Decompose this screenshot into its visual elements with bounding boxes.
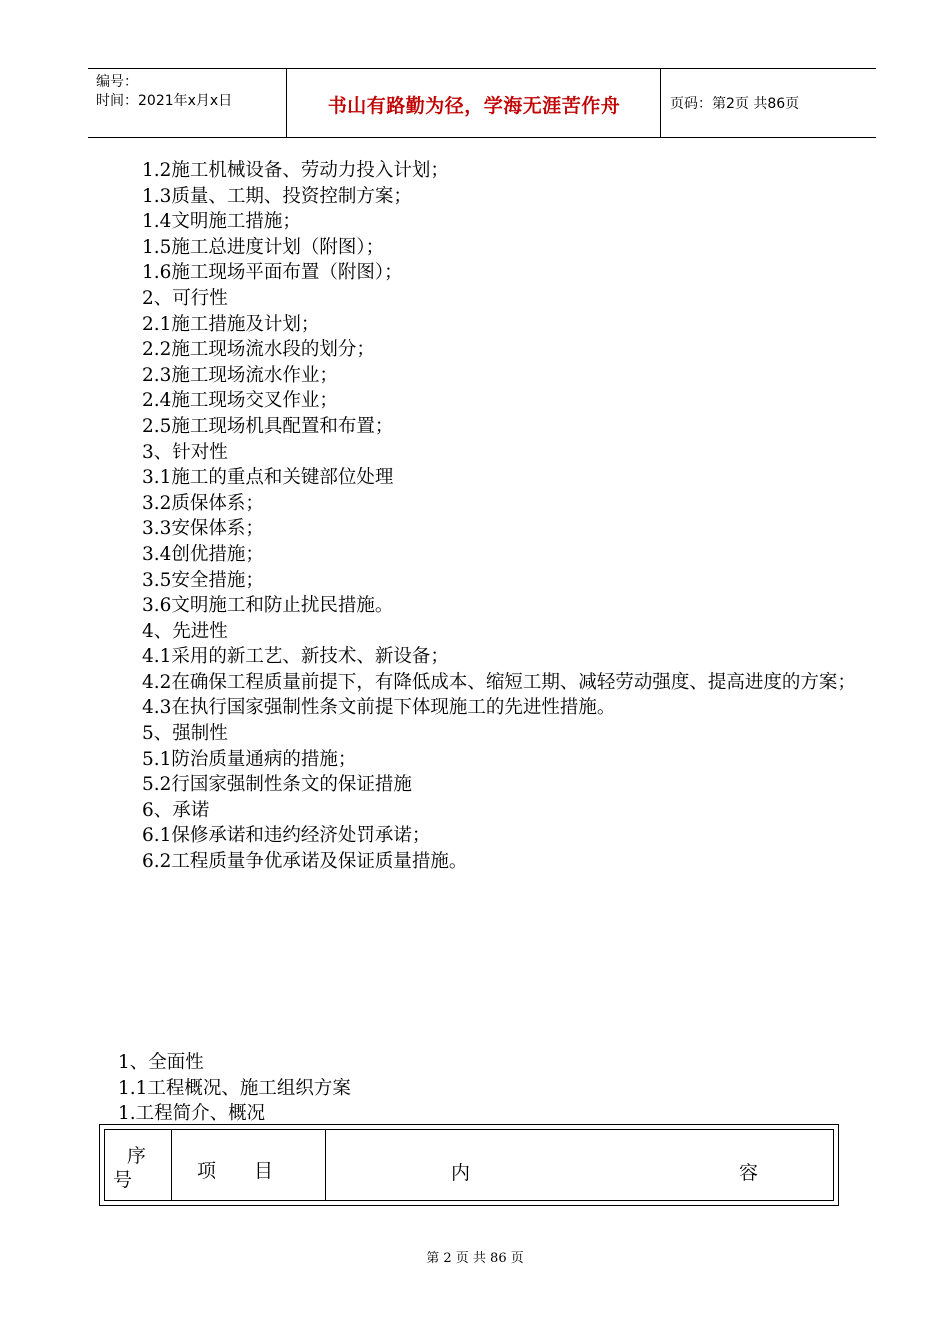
header-index-line1: 序: [127, 1145, 147, 1167]
outline-line: 1.4文明施工措施；: [142, 211, 301, 233]
outline-line: 1.5施工总进度计划（附图）；: [142, 236, 385, 258]
outline-line: 6.2工程质量争优承诺及保证质量措施。: [142, 851, 468, 873]
table-header-content-a: 内: [451, 1162, 471, 1184]
outline-line: 6.1保修承诺和违约经济处罚承诺；: [142, 825, 431, 847]
outline-line: 2.3施工现场流水作业；: [142, 364, 338, 386]
header-divider: [286, 69, 287, 137]
overview-line: 1.工程简介、概况: [118, 1103, 266, 1125]
number-label: 编号：: [96, 74, 138, 90]
outline-line: 5.2行国家强制性条文的保证措施: [142, 774, 412, 796]
outline-line: 4.3在执行国家强制性条文前提下体现施工的先进性措施。: [142, 697, 616, 719]
outline-line: 5、强制性: [142, 723, 228, 745]
header-page-label: 页码：第2页 共86页: [670, 96, 800, 112]
page-footer: 第 2 页 共 86 页: [426, 1251, 524, 1266]
outline-line: 2、可行性: [142, 287, 228, 309]
outline-line: 5.1防治质量通病的措施；: [142, 748, 357, 770]
outline-line: 4、先进性: [142, 620, 228, 642]
date-label: 时间：2021年x月x日: [96, 93, 233, 109]
outline-line: 1.3质量、工期、投资控制方案；: [142, 185, 412, 207]
table-header-content-b: 容: [739, 1162, 759, 1184]
outline-line: 2.4施工现场交叉作业；: [142, 390, 338, 412]
outline-line: 3.3安保体系；: [142, 518, 264, 540]
header-index-line2: 号: [113, 1169, 133, 1191]
table-divider: [325, 1130, 326, 1200]
section-overview: [118, 1050, 351, 1127]
table-header-index: [113, 1144, 147, 1192]
outline-line: 3.6文明施工和防止扰民措施。: [142, 595, 394, 617]
outline-list: [142, 158, 872, 875]
outline-line: 2.5施工现场机具配置和布置；: [142, 415, 394, 437]
outline-line: 6、承诺: [142, 799, 210, 821]
page-header: [88, 68, 876, 138]
outline-line: 1.2施工机械设备、劳动力投入计划；: [142, 160, 449, 181]
overview-line: 1、全面性: [118, 1052, 204, 1073]
outline-line: 3.4创优措施；: [142, 543, 264, 565]
table-header-item: 项 目: [197, 1160, 274, 1182]
outline-line: 4.2在确保工程质量前提下，有降低成本、缩短工期、减轻劳动强度、提高进度的方案；: [142, 671, 856, 693]
outline-line: 3.1施工的重点和关键部位处理: [142, 467, 394, 489]
outline-line: 3.2质保体系；: [142, 492, 264, 514]
header-divider: [660, 69, 661, 137]
header-meta: [96, 73, 232, 111]
outline-line: 3.5安全措施；: [142, 569, 264, 591]
outline-line: 4.1采用的新工艺、新技术、新设备；: [142, 646, 449, 668]
table-divider: [171, 1130, 172, 1200]
outline-line: 1.6施工现场平面布置（附图）；: [142, 262, 403, 284]
outline-line: 2.1施工措施及计划；: [142, 313, 320, 335]
project-table: [99, 1124, 839, 1206]
table-header-row: [104, 1129, 834, 1201]
header-motto: 书山有路勤为径，学海无涯苦作舟: [327, 95, 621, 117]
overview-line: 1.1工程概况、施工组织方案: [118, 1077, 351, 1099]
outline-line: 3、针对性: [142, 441, 228, 463]
outline-line: 2.2施工现场流水段的划分；: [142, 339, 375, 361]
